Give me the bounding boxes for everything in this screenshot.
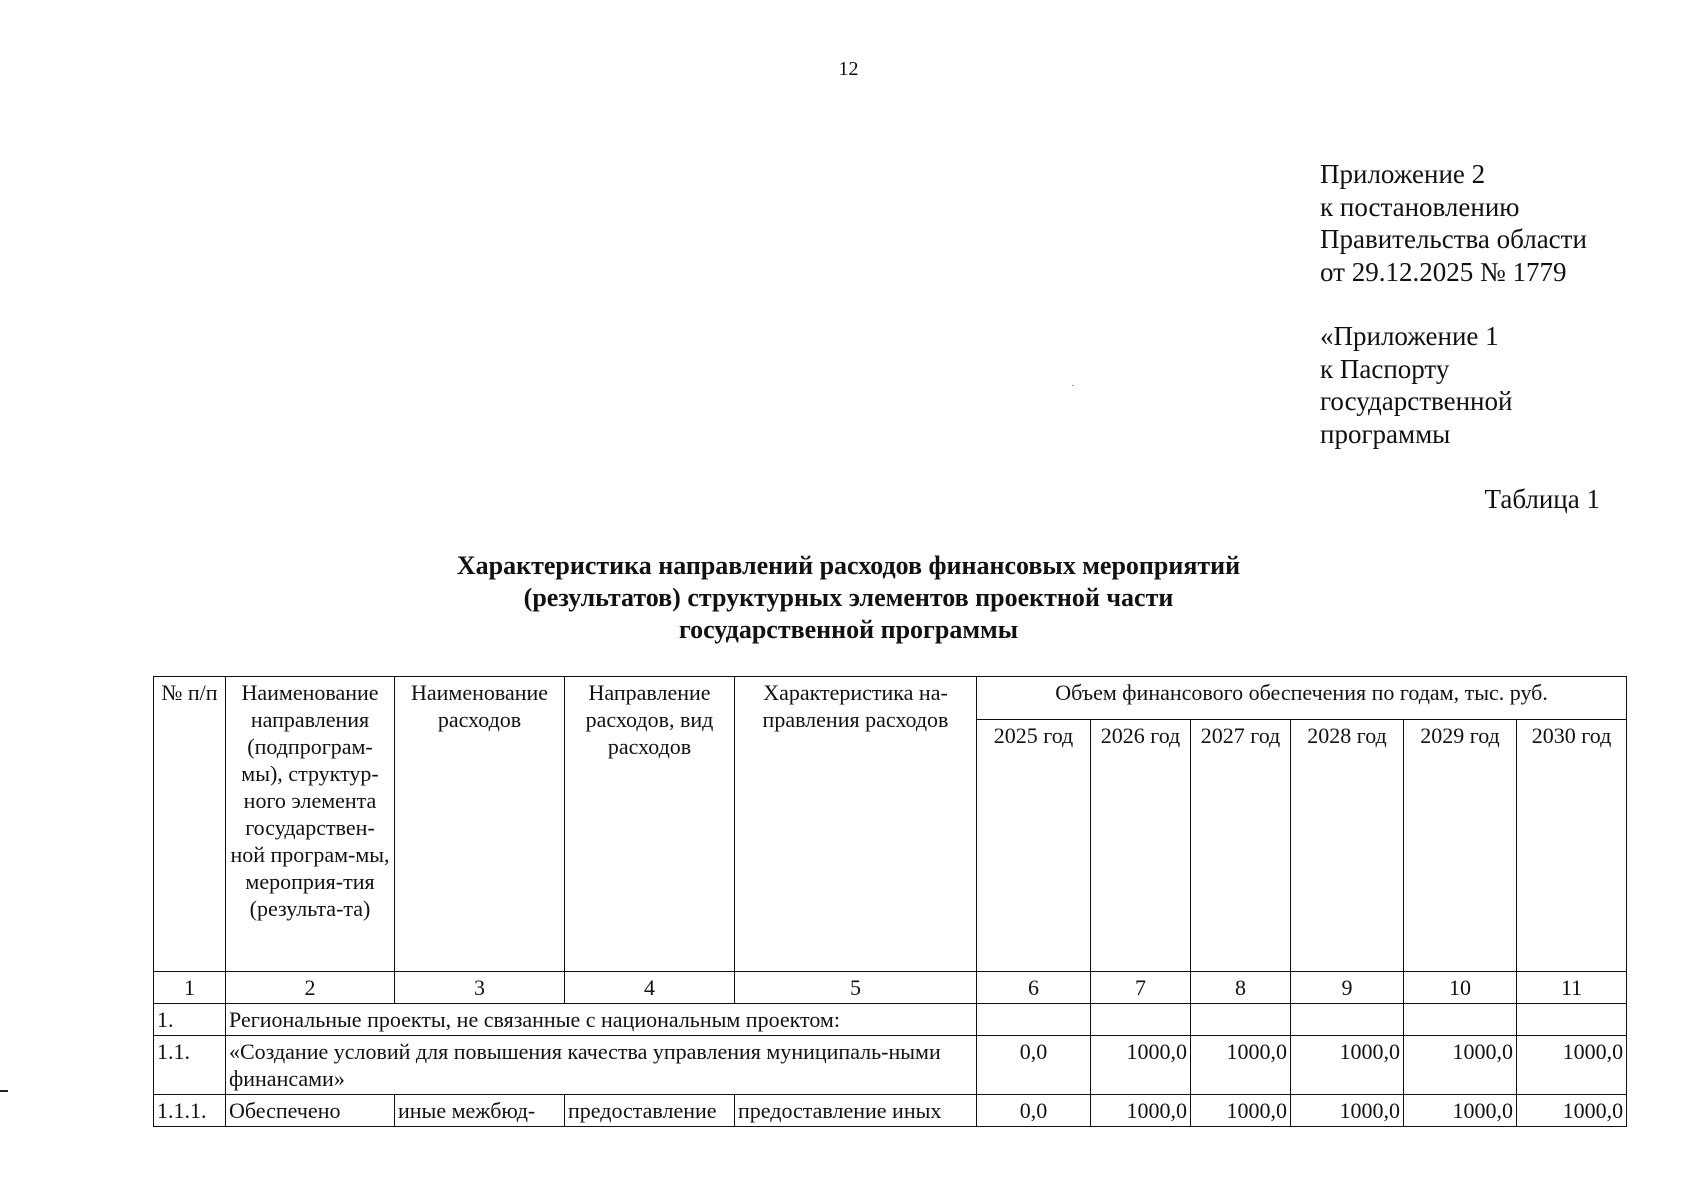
row-value — [1291, 1004, 1404, 1036]
title-line: государственной программы — [678, 615, 1019, 644]
table-row — [154, 1036, 1627, 1095]
row-value: 1000,0 — [1091, 1095, 1191, 1127]
row-value — [1091, 1004, 1191, 1036]
title-line: (результатов) структурных элементов проектной части — [523, 583, 1174, 612]
row-value: 1000,0 — [1404, 1095, 1517, 1127]
appendix-main-line: Приложение 2 — [1320, 159, 1486, 189]
column-number: 8 — [1191, 972, 1291, 1004]
row-num: 1.1.1. — [154, 1095, 226, 1127]
row-value: 0,0 — [977, 1036, 1091, 1095]
appendix-quoted-line: «Приложение 1 — [1320, 321, 1499, 351]
header-num: № п/п — [154, 677, 226, 972]
column-number-row — [154, 972, 1627, 1004]
row-value — [1191, 1004, 1291, 1036]
header-year: 2026 год — [1091, 720, 1191, 972]
column-number: 4 — [565, 972, 735, 1004]
margin-mark — [0, 1090, 8, 1092]
header-year: 2029 год — [1404, 720, 1517, 972]
page-number: 12 — [838, 58, 859, 80]
expenses-table — [153, 676, 1627, 1127]
row-value — [1517, 1004, 1627, 1036]
appendix-quoted-line: программы — [1320, 418, 1451, 449]
column-number: 1 — [154, 972, 226, 1004]
row-value: 1000,0 — [1091, 1036, 1191, 1095]
header-year: 2027 год — [1191, 720, 1291, 972]
row-value: 1000,0 — [1191, 1036, 1291, 1095]
table-row — [154, 1004, 1627, 1036]
column-number: 5 — [735, 972, 977, 1004]
column-number: 9 — [1291, 972, 1404, 1004]
row-value: 1000,0 — [1291, 1095, 1404, 1127]
row-value — [977, 1004, 1091, 1036]
row-direction-name: Обеспечено — [226, 1095, 395, 1127]
column-number: 7 — [1091, 972, 1191, 1004]
document-title — [0, 550, 1697, 646]
header-year: 2025 год — [977, 720, 1091, 972]
header-year: 2030 год — [1517, 720, 1627, 972]
header-characteristic: Характеристика на-правления расходов — [735, 677, 977, 972]
title-line: Характеристика направлений расходов финансовых мероприятий — [456, 551, 1241, 580]
column-number: 11 — [1517, 972, 1627, 1004]
header-expense-direction: Направление расходов, вид расходов — [565, 677, 735, 972]
table-label: Таблица 1 — [1484, 484, 1600, 514]
row-expense-name: иные межбюд- — [395, 1095, 565, 1127]
row-text: Региональные проекты, не связанные с национальным проектом: — [226, 1004, 977, 1036]
row-value — [1404, 1004, 1517, 1036]
row-value: 1000,0 — [1291, 1036, 1404, 1095]
column-number: 6 — [977, 972, 1091, 1004]
row-text: «Создание условий для повышения качества управления муниципаль-ными финансами» — [226, 1036, 977, 1095]
row-value: 1000,0 — [1517, 1036, 1627, 1095]
table-row — [154, 1095, 1627, 1127]
column-number: 10 — [1404, 972, 1517, 1004]
appendix-quoted-line: к Паспорту — [1320, 353, 1450, 384]
row-characteristic: предоставление иных — [735, 1095, 977, 1127]
header-expense-name: Наименование расходов — [395, 677, 565, 972]
appendix-main-line: от 29.12.2025 № 1779 — [1320, 256, 1567, 287]
appendix-quoted-block — [1320, 320, 1512, 450]
row-value: 1000,0 — [1404, 1036, 1517, 1095]
column-number: 2 — [226, 972, 395, 1004]
row-value: 1000,0 — [1517, 1095, 1627, 1127]
header-row-1 — [154, 677, 1627, 720]
appendix-main-line: Правительства области — [1320, 224, 1587, 254]
header-year: 2028 год — [1291, 720, 1404, 972]
scan-speck — [1072, 385, 1074, 386]
row-value: 0,0 — [977, 1095, 1091, 1127]
column-number: 3 — [395, 972, 565, 1004]
row-num: 1. — [154, 1004, 226, 1036]
appendix-main-line: к постановлению — [1320, 191, 1520, 222]
header-volume-group: Объем финансового обеспечения по годам, тыс. руб. — [977, 677, 1627, 720]
appendix-main-block — [1320, 158, 1587, 288]
row-num: 1.1. — [154, 1036, 226, 1095]
header-direction-name: Наименование направления (подпрограм-мы), структур-ного элемента государствен-ной програм-мы, мероприя-тия (результа-та) — [226, 677, 395, 972]
appendix-quoted-line: государственной — [1320, 386, 1513, 416]
row-expense-direction: предоставление — [565, 1095, 735, 1127]
row-value: 1000,0 — [1191, 1095, 1291, 1127]
